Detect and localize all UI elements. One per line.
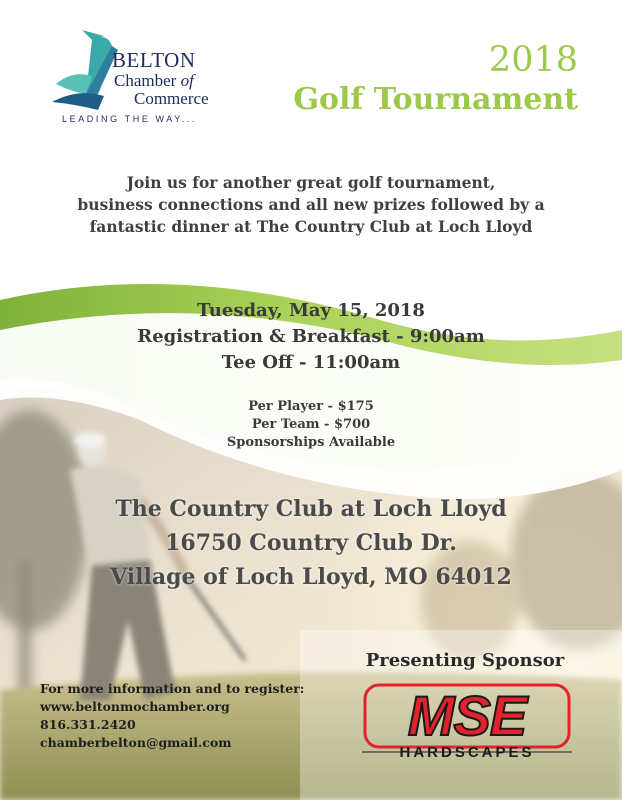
venue-city: Village of Loch Lloyd, MO 64012 — [110, 564, 512, 590]
venue-address — [20, 492, 602, 594]
contact-info — [40, 680, 304, 752]
venue-name: The Country Club at Loch Lloyd — [115, 496, 507, 522]
event-date: Tuesday, May 15, 2018 — [197, 300, 425, 321]
sponsorships-note: Sponsorships Available — [226, 435, 396, 450]
contact-website: www.beltonmochamber.org — [40, 699, 230, 714]
logo-chamber — [114, 72, 194, 90]
logo-tagline: LEADING THE WAY... — [62, 114, 197, 124]
title-event: Golf Tournament — [293, 82, 578, 117]
logo-name: BELTON — [112, 48, 196, 72]
mse-brand-sub: HARDSCAPES — [399, 744, 535, 761]
event-schedule — [30, 298, 592, 376]
logo-chamber-word: Chamber — [114, 71, 181, 90]
title-year: 2018 — [488, 40, 578, 80]
price-per-team: Per Team - $700 — [251, 417, 371, 432]
intro-line: Join us for another great golf tournament, — [126, 173, 496, 192]
venue-street: 16750 Country Club Dr. — [165, 530, 457, 556]
price-per-player: Per Player - $175 — [248, 399, 374, 414]
registration-time: Registration & Breakfast - 9:00am — [137, 326, 485, 347]
mse-brand: MSE — [407, 684, 527, 747]
pricing — [30, 398, 592, 452]
logo-commerce: Commerce — [134, 89, 209, 108]
contact-email: chamberbelton@gmail.com — [40, 735, 232, 750]
logo-of: of — [180, 71, 194, 90]
intro-line: fantastic dinner at The Country Club at Loch Lloyd — [89, 217, 533, 236]
intro-line: business connections and all new prizes followed by a — [77, 195, 545, 214]
intro-text — [30, 172, 592, 238]
tee-off-time: Tee Off - 11:00am — [221, 352, 401, 373]
contact-phone: 816.331.2420 — [40, 717, 136, 732]
chamber-logo — [48, 30, 248, 130]
mse-hardscapes-logo — [362, 682, 572, 768]
presenting-sponsor-label: Presenting Sponsor — [365, 650, 565, 671]
contact-heading: For more information and to register: — [40, 681, 305, 696]
